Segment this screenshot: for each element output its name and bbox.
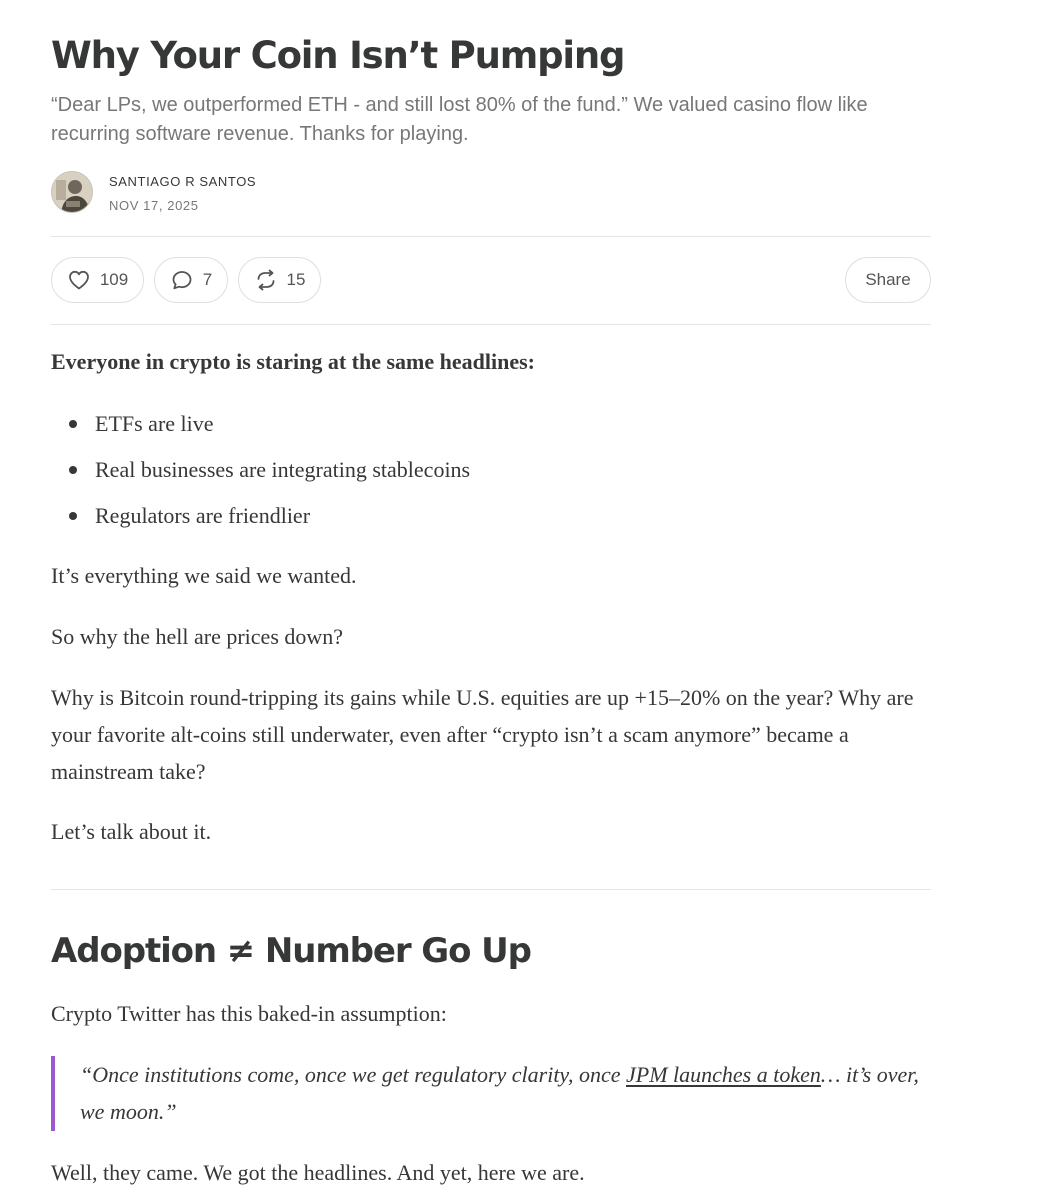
bullet-dot-icon (69, 420, 77, 428)
share-label: Share (865, 270, 911, 289)
heart-icon (67, 268, 91, 292)
bullet-dot-icon (69, 512, 77, 520)
avatar[interactable] (51, 171, 93, 213)
paragraph: It’s everything we said we wanted. (51, 563, 357, 588)
paragraph: So why the hell are prices down? (51, 624, 344, 649)
byline (51, 171, 651, 215)
share-button[interactable] (845, 257, 931, 303)
pull-quote (51, 1056, 921, 1131)
list-item (51, 405, 921, 451)
lead-paragraph: Everyone in crypto is staring at the same headlines: (51, 349, 535, 374)
post-subtitle: “Dear LPs, we outperformed ETH - and still lost 80% of the fund.” We valued casino flow like recurring software revenue. Thanks for playing. (51, 94, 868, 145)
bullet-dot-icon (69, 466, 77, 474)
restack-count: 15 (286, 270, 306, 289)
list-item (51, 497, 921, 543)
section-divider (51, 889, 931, 890)
comment-count: 7 (202, 270, 213, 289)
post-date: NOV 17, 2025 (109, 198, 199, 213)
comment-button[interactable] (154, 257, 228, 303)
quote-text-start: “Once institutions come, once we get regulatory clarity, once (80, 1062, 627, 1087)
quote-text (80, 1056, 921, 1130)
jpm-token-link[interactable]: JPM launches a token (626, 1062, 821, 1087)
divider (51, 236, 931, 237)
paragraph: Well, they came. We got the headlines. And yet, here we are. (51, 1160, 585, 1185)
list-item-text: ETFs are live (95, 411, 214, 436)
author-name[interactable]: SANTIAGO R SANTOS (109, 174, 257, 189)
paragraph: Let’s talk about it. (51, 819, 212, 844)
section-heading: Adoption ≠ Number Go Up (51, 931, 531, 971)
like-button[interactable] (51, 257, 144, 303)
paragraph: Crypto Twitter has this baked-in assumption: (51, 1001, 447, 1026)
bullet-list (51, 405, 921, 543)
like-count: 109 (99, 270, 129, 289)
list-item-text: Regulators are friendlier (95, 503, 311, 528)
restack-arrows-icon (254, 268, 278, 292)
restack-button[interactable] (238, 257, 321, 303)
list-item-text: Real businesses are integrating stablecoins (95, 457, 471, 482)
quote-text-end: … it’s over, we moon.” (80, 1062, 919, 1124)
comment-bubble-icon (170, 268, 194, 292)
list-item (51, 451, 921, 497)
post-title: Why Your Coin Isn’t Pumping (51, 34, 625, 77)
author-photo-icon (52, 172, 93, 213)
divider (51, 324, 931, 325)
paragraph: Why is Bitcoin round-tripping its gains while U.S. equities are up +15–20% on the year? Why are your favorite alt-coins still underwater, even after “crypto isn’t a scam anymore” became a mainstream take? (51, 685, 914, 784)
